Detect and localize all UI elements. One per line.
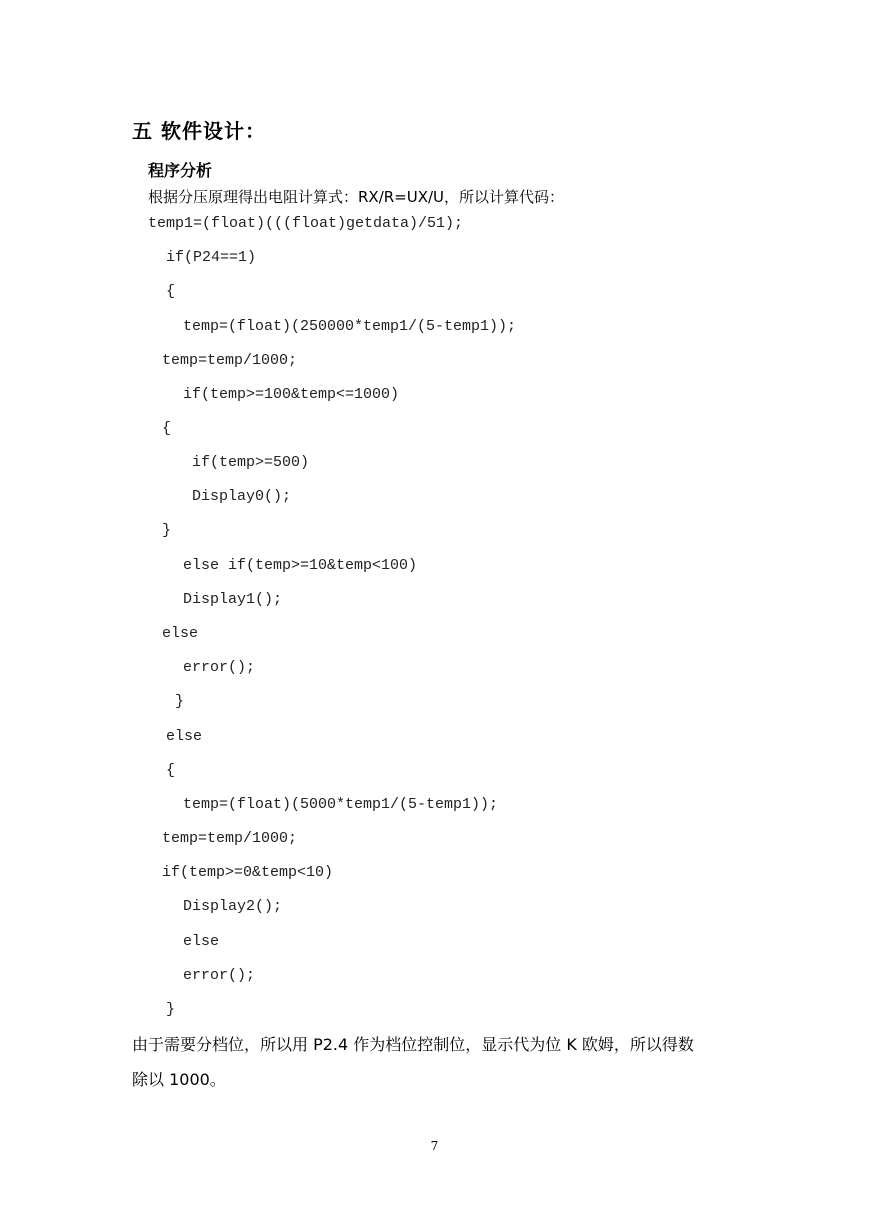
code-line: } xyxy=(166,1001,176,1018)
code-line: { xyxy=(162,420,172,437)
code-line: Display1(); xyxy=(183,591,283,608)
code-line: if(temp>=500) xyxy=(192,454,310,471)
code-line: else xyxy=(166,728,203,745)
code-line: } xyxy=(162,522,172,539)
page-number: 7 xyxy=(430,1139,439,1153)
intro-text: 根据分压原理得出电阻计算式：RX/R=UX/U，所以计算代码： xyxy=(148,188,565,206)
code-line: if(temp>=0&temp<10) xyxy=(162,864,334,881)
subsection-heading: 程序分析 xyxy=(148,161,213,180)
code-line: Display0(); xyxy=(192,488,292,505)
code-line: { xyxy=(166,762,176,779)
closing-paragraph-line-2: 除以 1000。 xyxy=(132,1070,226,1089)
closing-paragraph-line-1: 由于需要分档位，所以用 P2.4 作为档位控制位，显示代为位 K 欧姆，所以得数 xyxy=(132,1035,694,1054)
code-line: else if(temp>=10&temp<100) xyxy=(183,557,418,574)
code-line: temp1=(float)(((float)getdata)/51); xyxy=(148,215,464,232)
code-line: else xyxy=(183,933,220,950)
code-line: else xyxy=(162,625,199,642)
code-line: if(P24==1) xyxy=(166,249,257,266)
code-line: temp=(float)(250000*temp1/(5-temp1)); xyxy=(183,318,517,335)
code-line: Display2(); xyxy=(183,898,283,915)
code-line: temp=temp/1000; xyxy=(162,830,298,847)
code-line: temp=temp/1000; xyxy=(162,352,298,369)
code-line: { xyxy=(166,283,176,300)
section-heading: 五 软件设计： xyxy=(132,119,266,143)
code-line: if(temp>=100&temp<=1000) xyxy=(183,386,400,403)
code-line: temp=(float)(5000*temp1/(5-temp1)); xyxy=(183,796,499,813)
code-line: error(); xyxy=(183,659,256,676)
code-line: error(); xyxy=(183,967,256,984)
code-line: } xyxy=(175,693,185,710)
